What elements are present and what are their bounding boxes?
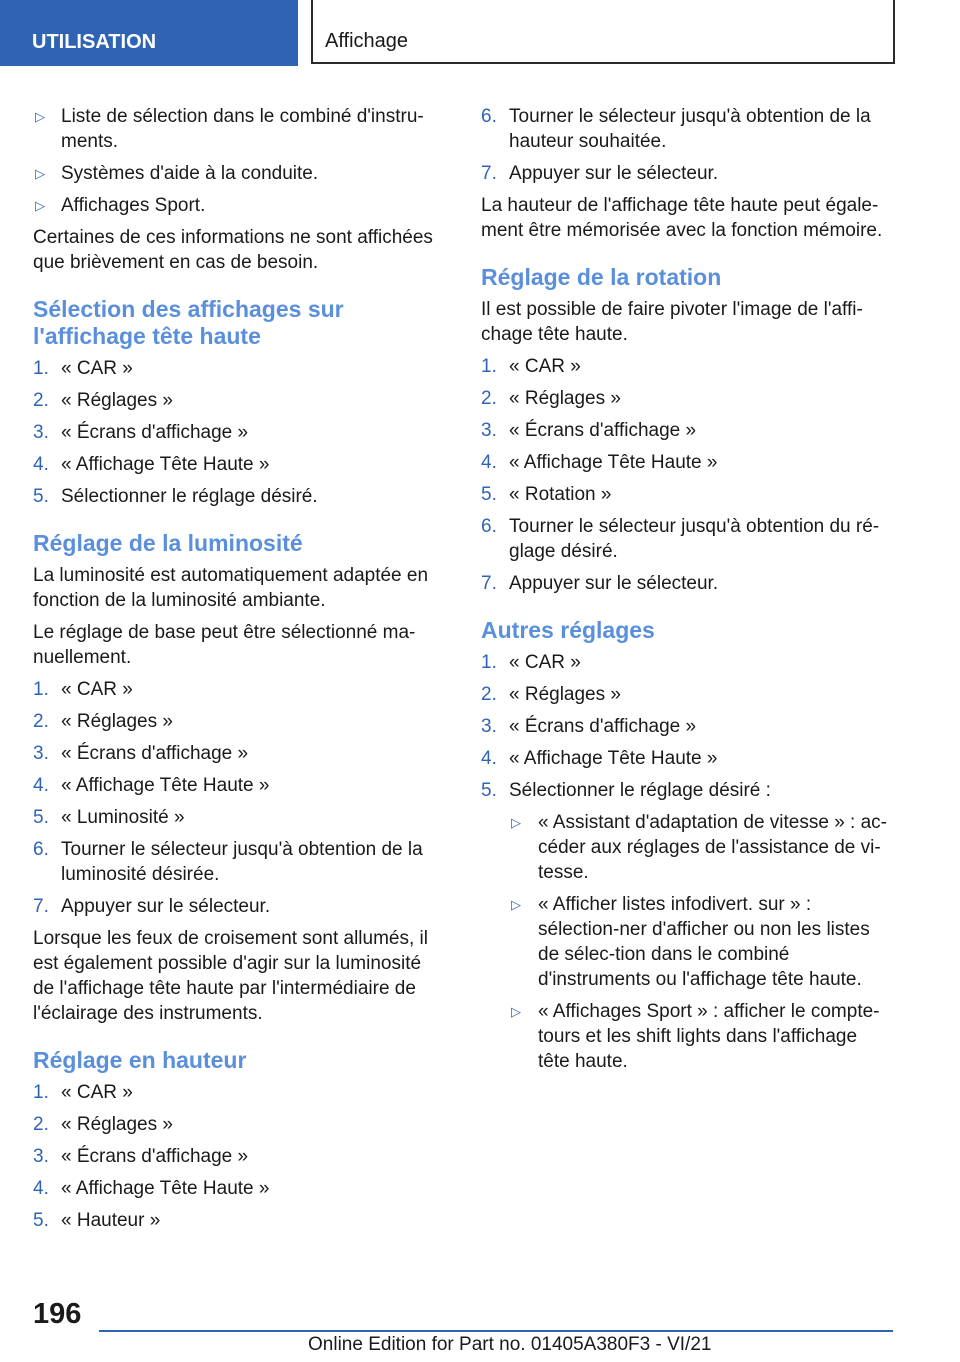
list-item: 4. « Affichage Tête Haute » [33, 775, 270, 796]
section-tab: UTILISATION [0, 0, 298, 66]
list-item: 7. Appuyer sur le sélecteur. [481, 163, 719, 184]
list-item: ▷ « Assistant d'adaptation de vitesse » : ac-céder aux réglages de l'assistance de vi-tesse. [511, 812, 888, 883]
edition-text: Online Edition for Part no. 01405A380F3 - VI/21 [308, 1334, 712, 1355]
list-item: 5. Sélectionner le réglage désiré. [33, 486, 318, 507]
heading-hauteur: Réglage en hauteur [33, 1047, 247, 1073]
list-item: 1. « CAR » [481, 356, 581, 377]
list-item: 7. Appuyer sur le sélecteur. [481, 573, 719, 594]
list-item: 7. Appuyer sur le sélecteur. [33, 896, 271, 917]
list-item: 3. « Écrans d'affichage » [481, 420, 697, 441]
triangle-bullet-icon: ▷ [35, 166, 45, 181]
list-item: 1. « CAR » [481, 652, 581, 673]
list-item: 3. « Écrans d'affichage » [33, 1146, 249, 1167]
list-item: ▷ « Afficher listes infodivert. sur » : sélection-ner d'afficher ou non les listes de sélec-tion dans le combiné d'instruments ou l'affichage tête haute. [511, 894, 870, 990]
page-number: 196 [33, 1298, 82, 1330]
list-item: ▷ Systèmes d'aide à la conduite. [35, 163, 319, 184]
list-item: 5. « Hauteur » [33, 1210, 161, 1231]
list-item: 5. « Luminosité » [33, 807, 185, 828]
list-item: 3. « Écrans d'affichage » [481, 716, 697, 737]
heading-autres: Autres réglages [481, 617, 655, 643]
paragraph: La hauteur de l'affichage tête haute peut égale-ment être mémorisée avec la fonction mémoire. [481, 195, 883, 241]
paragraph: Certaines de ces informations ne sont affichées que brièvement en cas de besoin. [33, 227, 433, 273]
paragraph: Lorsque les feux de croisement sont allumés, il est également possible d'agir sur la luminosité de l'affichage tête haute par l'intermédiaire de l'éclairage des instruments. [33, 928, 428, 1024]
list-item: 2. « Réglages » [33, 390, 173, 411]
heading-luminosite: Réglage de la luminosité [33, 530, 303, 556]
list-item: 2. « Réglages » [481, 388, 621, 409]
list-item: 2. « Réglages » [33, 711, 173, 732]
heading-rotation: Réglage de la rotation [481, 264, 722, 290]
heading-selection: Sélection des affichages sur l'affichage tête haute [33, 296, 344, 349]
list-item: 6. Tourner le sélecteur jusqu'à obtention du ré-glage désiré. [481, 516, 880, 562]
triangle-bullet-icon: ▷ [35, 109, 45, 124]
list-item: ▷ Liste de sélection dans le combiné d'instru-ments. [35, 106, 424, 152]
triangle-bullet-icon: ▷ [511, 1004, 521, 1019]
list-item: 5. Sélectionner le réglage désiré : [481, 780, 771, 801]
triangle-bullet-icon: ▷ [511, 815, 521, 830]
list-item: 2. « Réglages » [481, 684, 621, 705]
list-item: ▷ Affichages Sport. [35, 195, 206, 216]
list-item: 4. « Affichage Tête Haute » [33, 454, 270, 475]
list-item: ▷ « Affichages Sport » : afficher le compte-tours et les shift lights dans l'affichage tête haute. [511, 1001, 880, 1072]
list-item: 1. « CAR » [33, 1082, 133, 1103]
list-item: 4. « Affichage Tête Haute » [481, 452, 718, 473]
right-column [481, 104, 891, 1081]
list-item: 3. « Écrans d'affichage » [33, 422, 249, 443]
sub-list [509, 810, 891, 1074]
footer-divider [99, 1330, 893, 1332]
paragraph: La luminosité est automatiquement adaptée en fonction de la luminosité ambiante. [33, 565, 429, 611]
left-column [33, 104, 443, 1240]
page-header [0, 0, 960, 66]
list-item: 6. Tourner le sélecteur jusqu'à obtention de la luminosité désirée. [33, 839, 423, 885]
list-item: 4. « Affichage Tête Haute » [33, 1178, 270, 1199]
list-item: 4. « Affichage Tête Haute » [481, 748, 718, 769]
list-item: 5. « Rotation » [481, 484, 612, 505]
list-item: 6. Tourner le sélecteur jusqu'à obtention de la hauteur souhaitée. [481, 106, 871, 152]
paragraph: Il est possible de faire pivoter l'image de l'affi-chage tête haute. [481, 299, 863, 345]
list-item: 1. « CAR » [33, 358, 133, 379]
paragraph: Le réglage de base peut être sélectionné ma-nuellement. [33, 622, 416, 668]
list-item: 1. « CAR » [33, 679, 133, 700]
chapter-title: Affichage [325, 30, 409, 52]
triangle-bullet-icon: ▷ [511, 897, 521, 912]
list-item: 3. « Écrans d'affichage » [33, 743, 249, 764]
triangle-bullet-icon: ▷ [35, 198, 45, 213]
list-item: 2. « Réglages » [33, 1114, 173, 1135]
